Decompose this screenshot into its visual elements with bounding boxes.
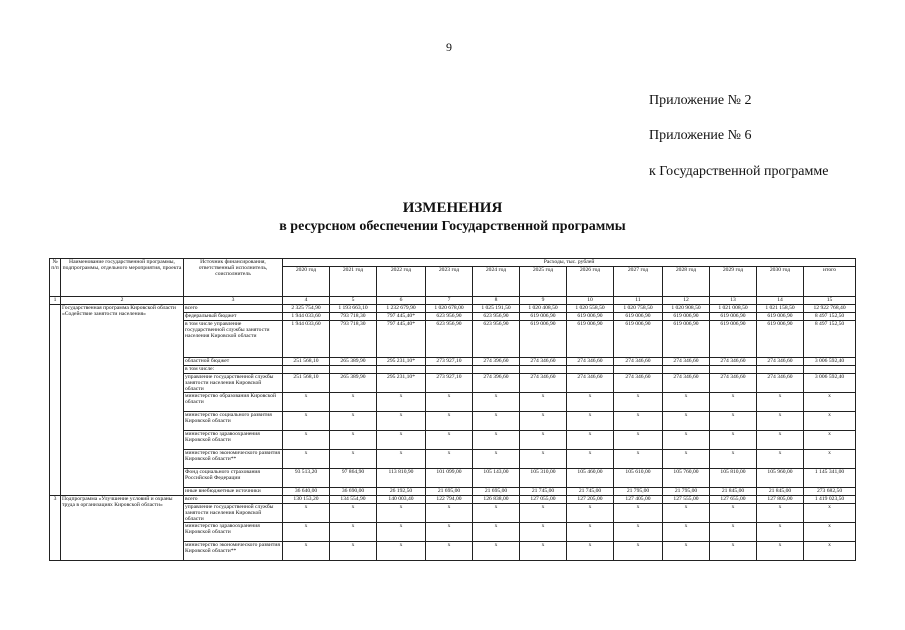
document-title: ИЗМЕНЕНИЯ	[402, 200, 503, 216]
expense-value: x	[473, 523, 520, 542]
expense-value: 797 445,40*	[377, 313, 426, 321]
expense-value: x	[710, 523, 757, 542]
expense-value: 274 346,60	[663, 374, 710, 393]
funding-source: министерство здравоохранения Кировской области	[184, 523, 283, 542]
expense-value: x	[804, 523, 856, 542]
column-number: 10	[567, 297, 614, 305]
expense-value: 1 145 341,00	[804, 469, 856, 488]
expense-value: x	[663, 431, 710, 450]
expense-value: x	[283, 412, 330, 431]
expense-value: 1 944 033,60	[283, 321, 330, 358]
header-year: 2028 год	[663, 267, 710, 297]
program-name: Подпрограмма «Улучшение условий и охраны труда в организациях Кировской области»	[61, 496, 184, 561]
expense-value: x	[377, 450, 426, 469]
header-year: 2021 год	[330, 267, 377, 297]
expense-value: x	[757, 450, 804, 469]
expense-value: x	[757, 412, 804, 431]
expense-value: x	[520, 542, 567, 561]
expense-value: x	[520, 393, 567, 412]
expense-value: x	[710, 450, 757, 469]
header-source: Источник финансирования, ответственный исполнитель, соисполнитель	[184, 259, 283, 297]
expense-value: x	[283, 393, 330, 412]
column-number: 6	[377, 297, 426, 305]
column-number: 11	[614, 297, 663, 305]
expense-value: 1 020 678,00	[426, 305, 473, 313]
expense-value: 797 445,40*	[377, 321, 426, 358]
header-year: итого	[804, 267, 856, 297]
expense-value: 273 682,50	[804, 488, 856, 496]
expense-value: x	[520, 523, 567, 542]
expense-value: x	[330, 523, 377, 542]
expense-value: x	[567, 504, 614, 523]
expense-value: x	[757, 523, 804, 542]
expense-value: 127 555,00	[663, 496, 710, 504]
expense-value	[567, 366, 614, 374]
expense-value: 122 794,00	[426, 496, 473, 504]
header-expenses: Расходы, тыс. рублей	[283, 259, 856, 267]
expense-value: 274 346,60	[520, 358, 567, 366]
expense-value: 1 020 758,50	[614, 305, 663, 313]
expense-value: x	[377, 504, 426, 523]
expense-value: 273 927,10	[426, 374, 473, 393]
expense-value: 21 745,00	[567, 488, 614, 496]
expense-value: 113 810,90	[377, 469, 426, 488]
expense-value: 1 020 558,50	[567, 305, 614, 313]
header-year: 2027 год	[614, 267, 663, 297]
expense-value: 274 346,60	[520, 374, 567, 393]
expense-value	[757, 366, 804, 374]
funding-source: в том числе управление государственной службы занятости населения Кировской области	[184, 321, 283, 358]
expense-value: x	[520, 504, 567, 523]
expense-value: 623 956,90	[473, 321, 520, 358]
expense-value: 127 655,00	[710, 496, 757, 504]
expense-value: x	[283, 542, 330, 561]
expense-value: x	[757, 504, 804, 523]
expense-value: x	[663, 542, 710, 561]
expense-value: x	[377, 523, 426, 542]
expense-value: 130 153,20	[283, 496, 330, 504]
funding-source: областной бюджет	[184, 358, 283, 366]
expense-value: x	[567, 431, 614, 450]
expense-value: x	[614, 431, 663, 450]
row-number	[50, 305, 61, 496]
resource-table	[49, 258, 856, 561]
header-year: 2025 год	[520, 267, 567, 297]
expense-value: 1 020 908,50	[663, 305, 710, 313]
header-num: № п/п	[50, 259, 61, 297]
expense-value: x	[804, 542, 856, 561]
expense-value: 619 006,90	[520, 321, 567, 358]
expense-value: x	[804, 393, 856, 412]
expense-value: x	[614, 523, 663, 542]
header-name: Наименование государственной программы, подпрограммы, отдельного мероприятия, проекта	[61, 259, 184, 297]
column-number: 13	[710, 297, 757, 305]
expense-value: 126 838,00	[473, 496, 520, 504]
expense-value: x	[426, 450, 473, 469]
expense-value: x	[473, 504, 520, 523]
expense-value: x	[426, 542, 473, 561]
expense-value: 8 497 152,50	[804, 321, 856, 358]
expense-value: 21 745,00	[520, 488, 567, 496]
program-name: Государственная программа Кировской области «Содействие занятости населения»	[61, 305, 184, 496]
column-number: 1	[50, 297, 61, 305]
expense-value: 1 419 023,50	[804, 496, 856, 504]
expense-value: x	[473, 542, 520, 561]
expense-value: 265 389,90	[330, 374, 377, 393]
expense-value: 619 006,90	[567, 321, 614, 358]
expense-value: 12 922 768,40	[804, 305, 856, 313]
expense-value: 274 396,60	[473, 358, 520, 366]
expense-value: x	[520, 431, 567, 450]
funding-source: министерство социального развития Кировской области	[184, 412, 283, 431]
expense-value: x	[426, 523, 473, 542]
expense-value: x	[663, 450, 710, 469]
expense-value: 36 640,00	[283, 488, 330, 496]
expense-value: x	[804, 431, 856, 450]
table-row	[50, 305, 856, 313]
expense-value: 619 006,90	[614, 321, 663, 358]
expense-value: 105 460,00	[567, 469, 614, 488]
expense-value: x	[473, 393, 520, 412]
expense-value: 274 346,60	[614, 374, 663, 393]
expense-value: x	[614, 542, 663, 561]
expense-value: 105 760,00	[663, 469, 710, 488]
expense-value: 1 021 008,50	[710, 305, 757, 313]
document-subtitle: в ресурсном обеспечении Государственной программы	[279, 219, 626, 234]
expense-value: 619 006,90	[614, 313, 663, 321]
header-year: 2030 год	[757, 267, 804, 297]
expense-value: 8 497 152,50	[804, 313, 856, 321]
expense-value	[330, 366, 377, 374]
expense-value: 619 006,90	[757, 321, 804, 358]
funding-source: в том числе:	[184, 366, 283, 374]
expense-value	[804, 366, 856, 374]
expense-value: x	[330, 504, 377, 523]
expense-value: 127 805,00	[757, 496, 804, 504]
column-number: 3	[184, 297, 283, 305]
expense-value: x	[330, 393, 377, 412]
expense-value: x	[567, 393, 614, 412]
funding-source: управление государственной службы занятости населения Кировской области	[184, 504, 283, 523]
column-number: 9	[520, 297, 567, 305]
column-number: 7	[426, 297, 473, 305]
expense-value: 274 346,60	[757, 358, 804, 366]
expense-value: x	[330, 450, 377, 469]
expense-value: 105 310,00	[520, 469, 567, 488]
column-number: 4	[283, 297, 330, 305]
expense-value: 93 513,20	[283, 469, 330, 488]
expense-value: x	[520, 412, 567, 431]
expense-value: 623 956,90	[426, 313, 473, 321]
expense-value: x	[330, 412, 377, 431]
expense-value	[520, 366, 567, 374]
column-number: 15	[804, 297, 856, 305]
expense-value: 619 006,90	[663, 313, 710, 321]
expense-value: 274 346,60	[567, 358, 614, 366]
expense-value: 619 006,90	[567, 313, 614, 321]
expense-value	[663, 366, 710, 374]
expense-value: 1 193 663,10	[330, 305, 377, 313]
expense-value: x	[283, 523, 330, 542]
row-number: 3	[50, 496, 61, 561]
expense-value: x	[473, 450, 520, 469]
expense-value: 274 346,60	[710, 374, 757, 393]
expense-value: x	[710, 542, 757, 561]
expense-value: 127 055,00	[520, 496, 567, 504]
expense-value: x	[426, 393, 473, 412]
funding-source: министерство здравоохранения Кировской области	[184, 431, 283, 450]
expense-value: x	[567, 450, 614, 469]
expense-value: x	[473, 412, 520, 431]
expense-value: 274 346,60	[757, 374, 804, 393]
expense-value: 274 346,60	[710, 358, 757, 366]
expense-value: 26 192,50	[377, 488, 426, 496]
header-year: 2023 год	[426, 267, 473, 297]
expense-value: 793 718,30	[330, 321, 377, 358]
header-year: 2029 год	[710, 267, 757, 297]
expense-value: 274 346,60	[663, 358, 710, 366]
expense-value: x	[663, 393, 710, 412]
header-year: 2024 год	[473, 267, 520, 297]
expense-value: 274 346,60	[567, 374, 614, 393]
expense-value: 21 845,00	[757, 488, 804, 496]
expense-value: x	[520, 450, 567, 469]
expense-value: 619 006,90	[710, 321, 757, 358]
table-body	[50, 305, 856, 561]
column-number: 2	[61, 297, 184, 305]
expense-value: 2 325 754,90	[283, 305, 330, 313]
expense-value: 36 690,00	[330, 488, 377, 496]
expense-value: x	[283, 450, 330, 469]
expense-value: x	[377, 412, 426, 431]
expense-value: x	[757, 393, 804, 412]
expense-value: x	[710, 431, 757, 450]
expense-value: x	[614, 393, 663, 412]
expense-value: x	[473, 431, 520, 450]
expense-value: x	[614, 450, 663, 469]
expense-value: 1 232 679,90	[377, 305, 426, 313]
expense-value	[377, 366, 426, 374]
header-year: 2020 год	[283, 267, 330, 297]
expense-value: x	[710, 393, 757, 412]
expense-value: 21 695,00	[426, 488, 473, 496]
expense-value: 274 346,60	[614, 358, 663, 366]
expense-value: x	[804, 412, 856, 431]
expense-value: 1 021 158,50	[757, 305, 804, 313]
expense-value	[473, 366, 520, 374]
expense-value: x	[567, 542, 614, 561]
column-number: 12	[663, 297, 710, 305]
expense-value: 127 205,00	[567, 496, 614, 504]
expense-value: 623 956,90	[473, 313, 520, 321]
table-header	[50, 259, 856, 305]
expense-value: 793 718,30	[330, 313, 377, 321]
expense-value: 251 568,10	[283, 358, 330, 366]
expense-value: 619 006,90	[757, 313, 804, 321]
funding-source: министерство экономического развития Кировской области**	[184, 542, 283, 561]
expense-value	[283, 366, 330, 374]
expense-value: 619 006,90	[663, 321, 710, 358]
expense-value: 295 231,10*	[377, 374, 426, 393]
expense-value: x	[710, 412, 757, 431]
expense-value: x	[614, 504, 663, 523]
expense-value: x	[804, 504, 856, 523]
expense-value: x	[804, 450, 856, 469]
expense-value: x	[283, 431, 330, 450]
expense-value: 127 405,00	[614, 496, 663, 504]
expense-value: x	[567, 412, 614, 431]
expense-value: x	[757, 542, 804, 561]
expense-value: x	[567, 523, 614, 542]
expense-value: x	[377, 542, 426, 561]
expense-value: x	[426, 504, 473, 523]
expense-value: x	[663, 504, 710, 523]
expense-value: 105 143,00	[473, 469, 520, 488]
expense-value: 251 568,10	[283, 374, 330, 393]
expense-value: 274 396,60	[473, 374, 520, 393]
page-number: 9	[446, 40, 452, 54]
column-number: 8	[473, 297, 520, 305]
expense-value: x	[330, 542, 377, 561]
expense-value: 97 864,90	[330, 469, 377, 488]
appendix-line-2: Приложение № 6	[649, 128, 752, 143]
expense-value: 21 795,00	[614, 488, 663, 496]
expense-value: x	[663, 412, 710, 431]
expense-value: x	[757, 431, 804, 450]
column-number: 14	[757, 297, 804, 305]
funding-source: иные внебюджетные источники	[184, 488, 283, 496]
expense-value: 105 810,00	[710, 469, 757, 488]
expense-value: x	[426, 412, 473, 431]
expense-value: 619 006,90	[710, 313, 757, 321]
expense-value: x	[283, 504, 330, 523]
expense-value: x	[663, 523, 710, 542]
header-year: 2026 год	[567, 267, 614, 297]
expense-value	[710, 366, 757, 374]
expense-value: 105 960,00	[757, 469, 804, 488]
funding-source: всего	[184, 305, 283, 313]
expense-value: x	[426, 431, 473, 450]
appendix-line-3: к Государственной программе	[649, 164, 829, 179]
expense-value: 3 006 592,40	[804, 358, 856, 366]
expense-value: 105 610,00	[614, 469, 663, 488]
appendix-line-1: Приложение № 2	[649, 93, 752, 108]
expense-value: 1 020 408,50	[520, 305, 567, 313]
expense-value: 140 003,40	[377, 496, 426, 504]
expense-value: x	[377, 431, 426, 450]
column-number: 5	[330, 297, 377, 305]
expense-value: 619 006,90	[520, 313, 567, 321]
expense-value: 101 099,00	[426, 469, 473, 488]
expense-value: x	[377, 393, 426, 412]
expense-value: 623 956,90	[426, 321, 473, 358]
funding-source: федеральный бюджет	[184, 313, 283, 321]
funding-source: всего	[184, 496, 283, 504]
expense-value: 134 554,90	[330, 496, 377, 504]
expense-value: 1 944 033,60	[283, 313, 330, 321]
expense-value: x	[710, 504, 757, 523]
expense-value: x	[614, 412, 663, 431]
funding-source: министерство экономического развития Кировской области**	[184, 450, 283, 469]
expense-value: x	[330, 431, 377, 450]
expense-value	[426, 366, 473, 374]
expense-value: 21 845,00	[710, 488, 757, 496]
header-year: 2022 год	[377, 267, 426, 297]
funding-source: Фонд социального страхования Российской Федерации	[184, 469, 283, 488]
table-row	[50, 496, 856, 504]
expense-value: 21 795,00	[663, 488, 710, 496]
expense-value: 273 927,10	[426, 358, 473, 366]
funding-source: управление государственной службы занятости населения Кировской области	[184, 374, 283, 393]
expense-value: 295 231,10*	[377, 358, 426, 366]
expense-value	[614, 366, 663, 374]
expense-value: 265 389,90	[330, 358, 377, 366]
funding-source: министерство образования Кировской области	[184, 393, 283, 412]
expense-value: 21 695,00	[473, 488, 520, 496]
expense-value: 1 025 191,50	[473, 305, 520, 313]
expense-value: 3 006 592,40	[804, 374, 856, 393]
